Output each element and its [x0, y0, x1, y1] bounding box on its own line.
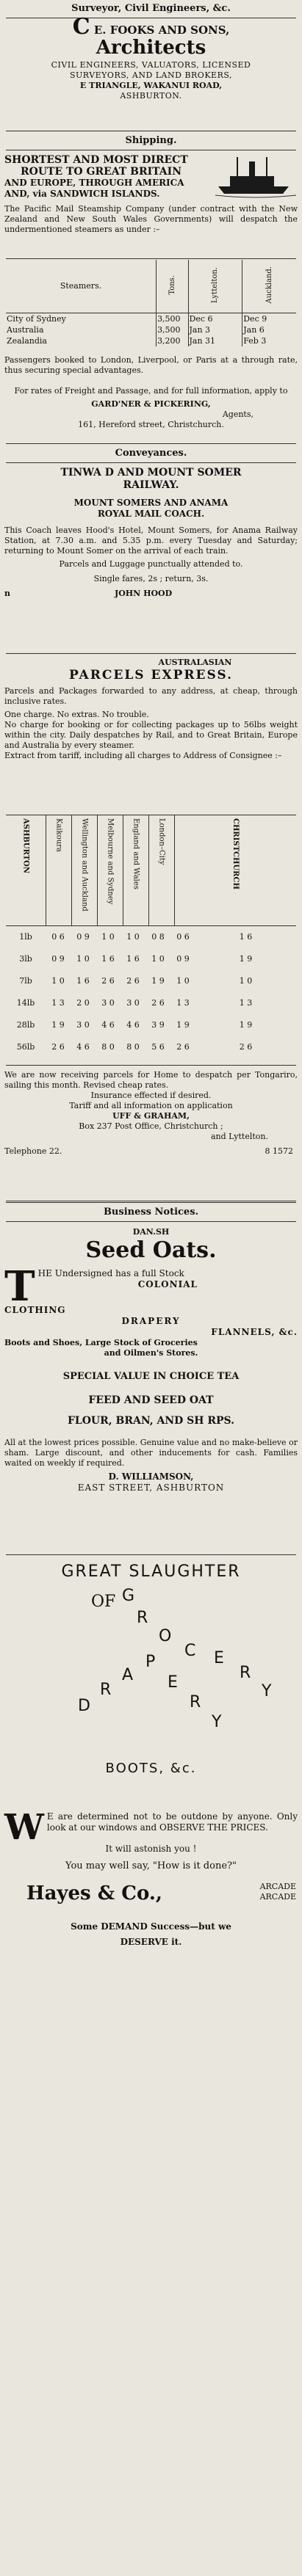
- surveyor-header: Surveyor, Civil Engineers, &c.: [71, 3, 231, 14]
- steamer-auckland: Feb 3: [242, 335, 296, 346]
- tariff-cell: 1 0: [239, 976, 253, 986]
- tariff-cell: 2 0: [76, 998, 90, 1008]
- tariff-cell: 1 3: [51, 998, 65, 1008]
- steamer-lyttelton: Jan 3: [188, 324, 242, 335]
- shipping-agents-sub: Agents,: [222, 410, 254, 419]
- auckland-header: Auckland.: [265, 266, 274, 304]
- tariff-cell: 1 6: [239, 932, 253, 942]
- slaughter-headline: GREAT SLAUGHTER: [61, 1562, 241, 1581]
- slaughter-body: E are determined not to be outdone by anyone. Only look at our windows and OBSERVE THE PRICES.: [46, 1811, 298, 1833]
- tariff-col-kaikoura: Kaikoura: [54, 818, 63, 852]
- tariff-cell: 0 9: [76, 932, 90, 942]
- seed-oats-line-2: COLONIAL: [137, 1279, 198, 1289]
- grocery-letter: O: [159, 1627, 172, 1645]
- tariff-cell: 2 6: [151, 998, 165, 1008]
- table-row: [6, 1014, 296, 1036]
- seed-oats-ad: [4, 1227, 298, 1493]
- coach-parcels: Parcels and Luggage punctually attended to.: [59, 559, 243, 569]
- seed-oats-line-7: and Oilmen's Stores.: [104, 1348, 198, 1358]
- drapery-letter: Y: [212, 1713, 222, 1731]
- shipping-headline-1: SHORTEST AND MOST DIRECT: [4, 154, 188, 166]
- grocery-letter: R: [240, 1664, 251, 1682]
- table-row: [6, 992, 296, 1014]
- business-section: Business Notices.: [103, 1207, 199, 1218]
- drapery-letter: R: [100, 1681, 112, 1699]
- parcels-footer: [4, 1070, 298, 1158]
- tariff-cell: 1 3: [239, 998, 253, 1008]
- tariff-cell: 1 9: [176, 1020, 190, 1030]
- shipping-headline-2: ROUTE TO GREAT BRITAIN: [21, 166, 182, 178]
- drapery-letter: E: [168, 1673, 178, 1692]
- table-row: [6, 970, 296, 992]
- shipping-freight: For rates of Freight and Passage, and for full information, apply to: [14, 386, 288, 396]
- tons-header: Tons.: [168, 274, 176, 295]
- shipping-headline-3: AND EUROPE, THROUGH AMERICA: [4, 178, 184, 188]
- tariff-cell: 1 9: [51, 1020, 65, 1030]
- fooks-line-4: ASHBURTON.: [120, 91, 182, 101]
- fooks-line-1: CIVIL ENGINEERS, VALUATORS, LICENSED: [51, 60, 251, 70]
- seed-oats-line-4: DRAPERY: [121, 1316, 181, 1326]
- tariff-cell: 1 3: [176, 998, 190, 1008]
- shipping-section: Shipping.: [125, 135, 177, 146]
- table-row: [6, 1036, 296, 1058]
- coach-body: This Coach leaves Hood's Hotel, Mount Somers, for Anama Railway Station, at 7.30 a.m. and 5.35 p.m. every Tuesday and Saturday; returning to Mount Somer on the arrival of each train.: [4, 525, 298, 556]
- of-word: OF: [91, 1593, 116, 1611]
- steamer-lyttelton: Jan 31: [188, 335, 242, 346]
- coach-headline-2: RAILWAY.: [123, 479, 179, 491]
- tariff-cell: 3 0: [126, 998, 140, 1008]
- tariff-cell: 2 6: [51, 1042, 65, 1052]
- tariff-cell: 8 0: [126, 1042, 140, 1052]
- table-row: [6, 313, 296, 324]
- grocery-letter: E: [214, 1649, 224, 1667]
- tariff-cell: 2 6: [176, 1042, 190, 1052]
- parcels-company: AUSTRALASIAN: [158, 658, 232, 667]
- seed-oats-line-5: FLANNELS, &c.: [211, 1327, 298, 1337]
- steamer-tons: 3,500: [157, 324, 188, 335]
- grocery-letter: C: [184, 1642, 196, 1660]
- parcels-extract: Extract from tariff, including all charges to Address of Consignee :–: [4, 751, 282, 760]
- tariff-cell: 1 0: [176, 976, 190, 986]
- tariff-weight: 28lb: [16, 1020, 35, 1030]
- shipping-body: The Pacific Mail Steamship Company (under contract with the New Zealand and New South Wales Governments) will despatch the undermentioned steamers as under :–: [4, 204, 298, 234]
- shipping-note: Passengers booked to London, Liverpool, or Paris at a through rate, thus securing special advantages.: [4, 355, 298, 375]
- table-row: [6, 324, 296, 335]
- slaughter-say: You may well say, "How is it done?": [65, 1860, 237, 1871]
- tariff-cell: 1 0: [151, 954, 165, 964]
- fooks-title: Architects: [96, 37, 206, 59]
- steamer-auckland: Dec 9: [242, 313, 296, 324]
- tariff-weight: 14lb: [16, 998, 35, 1008]
- slaughter-arcade-2: ARCADE: [259, 1892, 296, 1902]
- seed-oats-line-6: Boots and Shoes, Large Stock of Groceries: [4, 1338, 198, 1347]
- grocery-letter: Y: [262, 1682, 272, 1700]
- slaughter-firm: Hayes & Co.,: [26, 1882, 162, 1904]
- tariff-col-christchurch: CHRISTCHURCH: [231, 818, 240, 889]
- seed-oats-address: EAST STREET, ASHBURTON: [77, 1482, 225, 1493]
- coach-ad: [4, 467, 298, 599]
- tariff-col-ashburton: ASHBURTON: [21, 818, 30, 874]
- tariff-table: [6, 815, 296, 1066]
- shipping-notes: [4, 355, 298, 430]
- parcels-ad: [4, 658, 298, 761]
- shipping-ad: [4, 154, 298, 235]
- seed-oats-initial: T: [4, 1262, 35, 1311]
- drapery-letter: A: [122, 1666, 134, 1684]
- coach-signed-n: n: [4, 589, 10, 598]
- steamer-name: Zealandia: [7, 335, 47, 346]
- shipping-address: 161, Hereford street, Christchurch.: [78, 420, 224, 429]
- parcels-title: PARCELS EXPRESS.: [68, 668, 233, 683]
- grocery-letter: G: [122, 1587, 135, 1605]
- parcels-insurance: Insurance effected if desired.: [90, 1091, 212, 1100]
- slaughter-astonish: It will astonish you !: [105, 1844, 197, 1854]
- conveyances-section: Conveyances.: [115, 448, 187, 459]
- drapery-letter: R: [190, 1693, 201, 1711]
- tariff-cell: 1 0: [76, 954, 90, 964]
- tariff-cell: 0 6: [51, 932, 65, 942]
- parcels-body: Parcels and Packages forwarded to any address, at cheap, through inclusive rates.: [4, 686, 298, 706]
- tariff-cell: 3 9: [151, 1020, 165, 1030]
- steamers-table: [6, 260, 296, 346]
- steamer-name: City of Sydney: [7, 313, 66, 324]
- parcels-agents: UFF & GRAHAM,: [112, 1111, 190, 1121]
- tariff-col-england: England and Wales: [132, 818, 140, 889]
- seed-oats-tag: DAN.SH: [132, 1227, 170, 1237]
- coach-sub-2: ROYAL MAIL COACH.: [97, 509, 205, 519]
- drapery-letter: P: [145, 1653, 156, 1671]
- seed-oats-name: D. WILLIAMSON,: [108, 1471, 194, 1482]
- tariff-cell: 2 6: [101, 976, 115, 986]
- tariff-cell: 4 6: [126, 1020, 140, 1030]
- tariff-cell: 1 6: [76, 976, 90, 986]
- parcels-ref: 8 1572: [265, 1146, 293, 1156]
- seed-oats-title: Seed Oats.: [85, 1237, 217, 1263]
- table-row: [6, 926, 296, 948]
- tariff-cell: 1 6: [101, 954, 115, 964]
- slaughter-arcade-1: ARCADE: [259, 1882, 296, 1891]
- parcels-tariff: Tariff and all information on application: [69, 1101, 233, 1110]
- slaughter-final-2: DESERVE it.: [120, 1937, 182, 1947]
- parcels-telephone: Telephone 22.: [4, 1146, 62, 1156]
- tariff-cell: 1 9: [239, 954, 253, 964]
- coach-signed: JOHN HOOD: [115, 589, 173, 598]
- tariff-cell: 0 9: [176, 954, 190, 964]
- shipping-headline-4: AND, via SANDWICH ISLANDS.: [4, 189, 160, 199]
- steamers-header: Steamers.: [60, 281, 102, 291]
- steamship-icon: [215, 154, 296, 198]
- seed-oats-body: All at the lowest prices possible. Genuine value and no make-believe or sham. Large discount, and other inducements for cash. Families waited on weekly if required.: [4, 1438, 298, 1468]
- fooks-line-3: E TRIANGLE, WAKANUI ROAD,: [79, 81, 223, 90]
- divider: [6, 1554, 296, 1555]
- shipping-agents: GARD'NER & PICKERING,: [91, 399, 211, 409]
- tariff-cell: 3 0: [76, 1020, 90, 1030]
- coach-headline-1: TINWA D AND MOUNT SOMER: [60, 467, 242, 479]
- divider: [6, 1201, 296, 1203]
- tariff-cell: 1 9: [151, 976, 165, 986]
- tariff-cell: 1 0: [101, 932, 115, 942]
- tariff-weight: 1lb: [19, 932, 32, 942]
- divider: [6, 653, 296, 654]
- tariff-weight: 7lb: [19, 976, 32, 986]
- tariff-cell: 1 0: [126, 932, 140, 942]
- parcels-charges: One charge. No extras. No trouble.: [4, 710, 149, 719]
- slaughter-ad: [4, 1562, 298, 1948]
- tariff-weight: 56lb: [16, 1042, 35, 1052]
- tariff-weight: 3lb: [19, 954, 32, 964]
- tariff-cell: 1 6: [126, 954, 140, 964]
- lyttelton-header: Lyttelton.: [211, 266, 220, 303]
- table-row: [6, 335, 296, 346]
- seed-oats-special: SPECIAL VALUE IN CHOICE TEA: [62, 1371, 240, 1382]
- steamer-tons: 3,500: [157, 313, 188, 324]
- fooks-initial: C: [72, 14, 90, 40]
- divider: [6, 443, 296, 444]
- tariff-cell: 2 6: [239, 1042, 253, 1052]
- table-row: [6, 948, 296, 970]
- tariff-cell: 5 6: [151, 1042, 165, 1052]
- coach-sub-1: MOUNT SOMERS AND ANAMA: [73, 498, 229, 508]
- coach-fares: Single fares, 2s ; return, 3s.: [93, 574, 209, 583]
- slaughter-initial: W: [4, 1807, 44, 1848]
- tariff-cell: 0 6: [176, 932, 190, 942]
- drapery-letter: D: [78, 1697, 90, 1715]
- seed-oats-line-3: CLOTHING: [4, 1305, 66, 1315]
- tariff-col-wellington: Wellington and Auckland: [80, 818, 89, 912]
- steamer-name: Australia: [7, 324, 44, 335]
- tariff-cell: 0 9: [51, 954, 65, 964]
- grocery-letter: R: [137, 1609, 148, 1627]
- tariff-cell: 8 0: [101, 1042, 115, 1052]
- tariff-cell: 4 6: [101, 1020, 115, 1030]
- tariff-cell: 4 6: [76, 1042, 90, 1052]
- parcels-po: Box 237 Post Office, Christchurch ;: [79, 1121, 223, 1131]
- tariff-cell: 3 0: [101, 998, 115, 1008]
- tariff-cell: 1 0: [51, 976, 65, 986]
- tariff-col-melbourne: Melbourne and Sydney: [106, 818, 115, 905]
- seed-oats-feed: FEED AND SEED OAT: [88, 1394, 214, 1406]
- slaughter-final-1: Some DEMAND Success—but we: [71, 1921, 231, 1932]
- steamer-auckland: Jan 6: [242, 324, 296, 335]
- tariff-cell: 2 6: [126, 976, 140, 986]
- steamer-lyttelton: Dec 6: [188, 313, 242, 324]
- fooks-firm: E. FOOKS AND SONS,: [93, 23, 230, 37]
- slaughter-boots: BOOTS, &c.: [105, 1761, 197, 1776]
- seed-oats-line-1: HE Undersigned has a full Stock: [37, 1268, 184, 1278]
- parcels-receiving: We are now receiving parcels for Home to despatch per Tongariro, sailing this month. Revised cheap rates.: [4, 1070, 298, 1090]
- parcels-body2: No charge for booking or for collecting packages up to 56lbs weight within the city. Daily despatches by Rail, and to Great Britain, Europe and Australia by every steamer.: [4, 720, 298, 750]
- tariff-cell: 0 8: [151, 932, 165, 942]
- tariff-col-london: London–City: [157, 818, 166, 865]
- divider: [6, 1221, 296, 1222]
- divider: [6, 258, 296, 259]
- tariff-cell: 1 9: [239, 1020, 253, 1030]
- steamer-tons: 3,200: [157, 335, 188, 346]
- seed-oats-flour: FLOUR, BRAN, AND SH RPS.: [67, 1415, 235, 1427]
- fooks-line-2: SURVEYORS, AND LAND BROKERS,: [70, 70, 232, 80]
- parcels-lyttelton: and Lyttelton.: [211, 1132, 268, 1141]
- divider: [6, 462, 296, 463]
- fooks-ad: [4, 14, 298, 101]
- slaughter-letters: [4, 1587, 298, 1748]
